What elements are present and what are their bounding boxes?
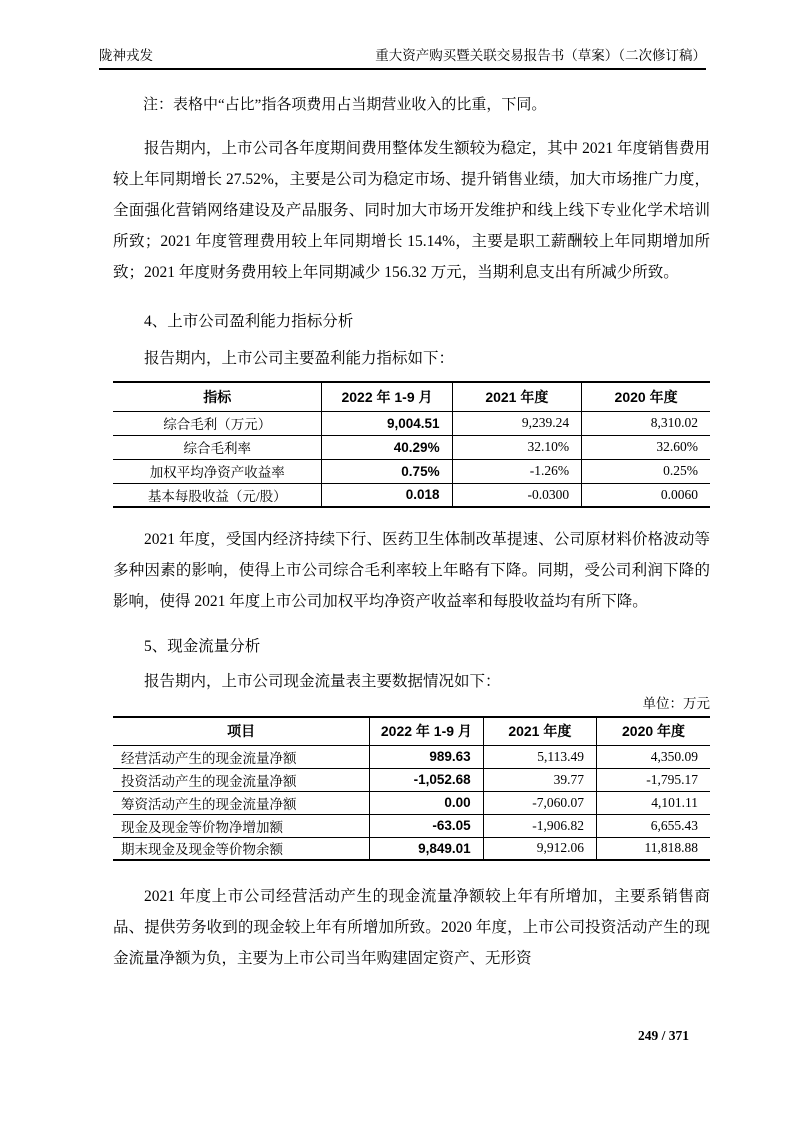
value-2021: 32.10% <box>452 435 582 459</box>
value-2020: -1,795.17 <box>597 768 710 791</box>
table-row <box>113 411 710 435</box>
value-2022: 0.75% <box>322 459 452 483</box>
profit-indicators-table <box>113 381 710 508</box>
row-label: 投资活动产生的现金流量净额 <box>113 768 370 791</box>
header-document-title: 重大资产购买暨关联交易报告书（草案）（二次修订稿） <box>375 48 706 63</box>
column-header-indicator: 指标 <box>113 382 322 411</box>
row-label: 期末现金及现金等价物余额 <box>113 837 370 860</box>
value-2022: 0.018 <box>322 483 452 507</box>
table-row <box>113 768 710 791</box>
value-2020: 32.60% <box>582 435 710 459</box>
value-2020: 4,350.09 <box>597 745 710 768</box>
table-row <box>113 791 710 814</box>
paragraph-expense-analysis: 报告期内，上市公司各年度期间费用整体发生额较为稳定，其中 2021 年度销售费用较上年同期增长 27.52%，主要是公司为稳定市场、提升销售业绩，加大市场推广力度，全面强化营销网络建设及产品服务、同时加大市场开发维护和线上线下专业化学术培训所致；2021 年度管理费用较上年同期增长 15.14%，主要是职工薪酬较上年同期增加所致；2021 年度财务费用较上年同期减少 156.32 万元，当期利息支出有所减少所致。 <box>113 140 710 281</box>
paragraph-cashflow-analysis: 2021 年度上市公司经营活动产生的现金流量净额较上年有所增加，主要系销售商品、提供劳务收到的现金较上年有所增加所致。2020 年度，上市公司投资活动产生的现金流量净额为负，主要为上市公司当年购建固定资产、无形资 <box>113 888 710 967</box>
value-2022: 989.63 <box>370 745 483 768</box>
column-header-item: 项目 <box>113 717 370 745</box>
value-2020: 0.25% <box>582 459 710 483</box>
cashflow-table <box>113 716 710 861</box>
column-header-2020: 2020 年度 <box>597 717 710 745</box>
value-2022: 0.00 <box>370 791 483 814</box>
row-label: 筹资活动产生的现金流量净额 <box>113 791 370 814</box>
table-row <box>113 459 710 483</box>
table-row <box>113 745 710 768</box>
row-label: 综合毛利（万元） <box>113 411 322 435</box>
column-header-2021: 2021 年度 <box>483 717 596 745</box>
value-2022: 9,004.51 <box>322 411 452 435</box>
page-header <box>99 48 706 70</box>
page-content <box>113 97 710 974</box>
paragraph-margin-analysis: 2021 年度，受国内经济持续下行、医药卫生体制改革提速、公司原材料价格波动等多种因素的影响，使得上市公司综合毛利率较上年略有下降。同期，受公司利润下降的影响，使得 2021 年度上市公司加权平均净资产收益率和每股收益均有所下降。 <box>113 531 710 610</box>
value-2022: -1,052.68 <box>370 768 483 791</box>
column-header-2022: 2022 年 1-9 月 <box>322 382 452 411</box>
unit-label: 单位：万元 <box>642 696 710 711</box>
value-2021: 5,113.49 <box>483 745 596 768</box>
value-2021: 39.77 <box>483 768 596 791</box>
table-row <box>113 483 710 507</box>
value-2022: -63.05 <box>370 814 483 837</box>
section-heading-profitability: 4、上市公司盈利能力指标分析 <box>144 313 354 330</box>
row-label: 综合毛利率 <box>113 435 322 459</box>
value-2021: -0.0300 <box>452 483 582 507</box>
table-row <box>113 814 710 837</box>
column-header-2021: 2021 年度 <box>452 382 582 411</box>
paragraph-cashflow-intro: 报告期内，上市公司现金流量表主要数据情况如下： <box>144 673 501 690</box>
paragraph-profit-intro: 报告期内，上市公司主要盈利能力指标如下： <box>144 350 455 367</box>
column-header-2022: 2022 年 1-9 月 <box>370 717 483 745</box>
header-company-name: 陇神戎发 <box>99 48 153 63</box>
row-label: 基本每股收益（元/股） <box>113 483 322 507</box>
value-2020: 11,818.88 <box>597 837 710 860</box>
value-2021: -1,906.82 <box>483 814 596 837</box>
table-row <box>113 837 710 860</box>
table-header-row <box>113 382 710 411</box>
section-heading-cashflow: 5、现金流量分析 <box>144 638 261 655</box>
value-2022: 9,849.01 <box>370 837 483 860</box>
page-number: 249 / 371 <box>637 1028 689 1043</box>
row-label: 加权平均净资产收益率 <box>113 459 322 483</box>
value-2020: 4,101.11 <box>597 791 710 814</box>
row-label: 经营活动产生的现金流量净额 <box>113 745 370 768</box>
table-row <box>113 435 710 459</box>
value-2020: 0.0060 <box>582 483 710 507</box>
value-2021: 9,912.06 <box>483 837 596 860</box>
value-2021: -7,060.07 <box>483 791 596 814</box>
table-note: 注：表格中“占比”指各项费用占当期营业收入的比重，下同。 <box>143 97 547 113</box>
value-2020: 8,310.02 <box>582 411 710 435</box>
value-2022: 40.29% <box>322 435 452 459</box>
column-header-2020: 2020 年度 <box>582 382 710 411</box>
value-2020: 6,655.43 <box>597 814 710 837</box>
row-label: 现金及现金等价物净增加额 <box>113 814 370 837</box>
value-2021: -1.26% <box>452 459 582 483</box>
table-header-row <box>113 717 710 745</box>
value-2021: 9,239.24 <box>452 411 582 435</box>
